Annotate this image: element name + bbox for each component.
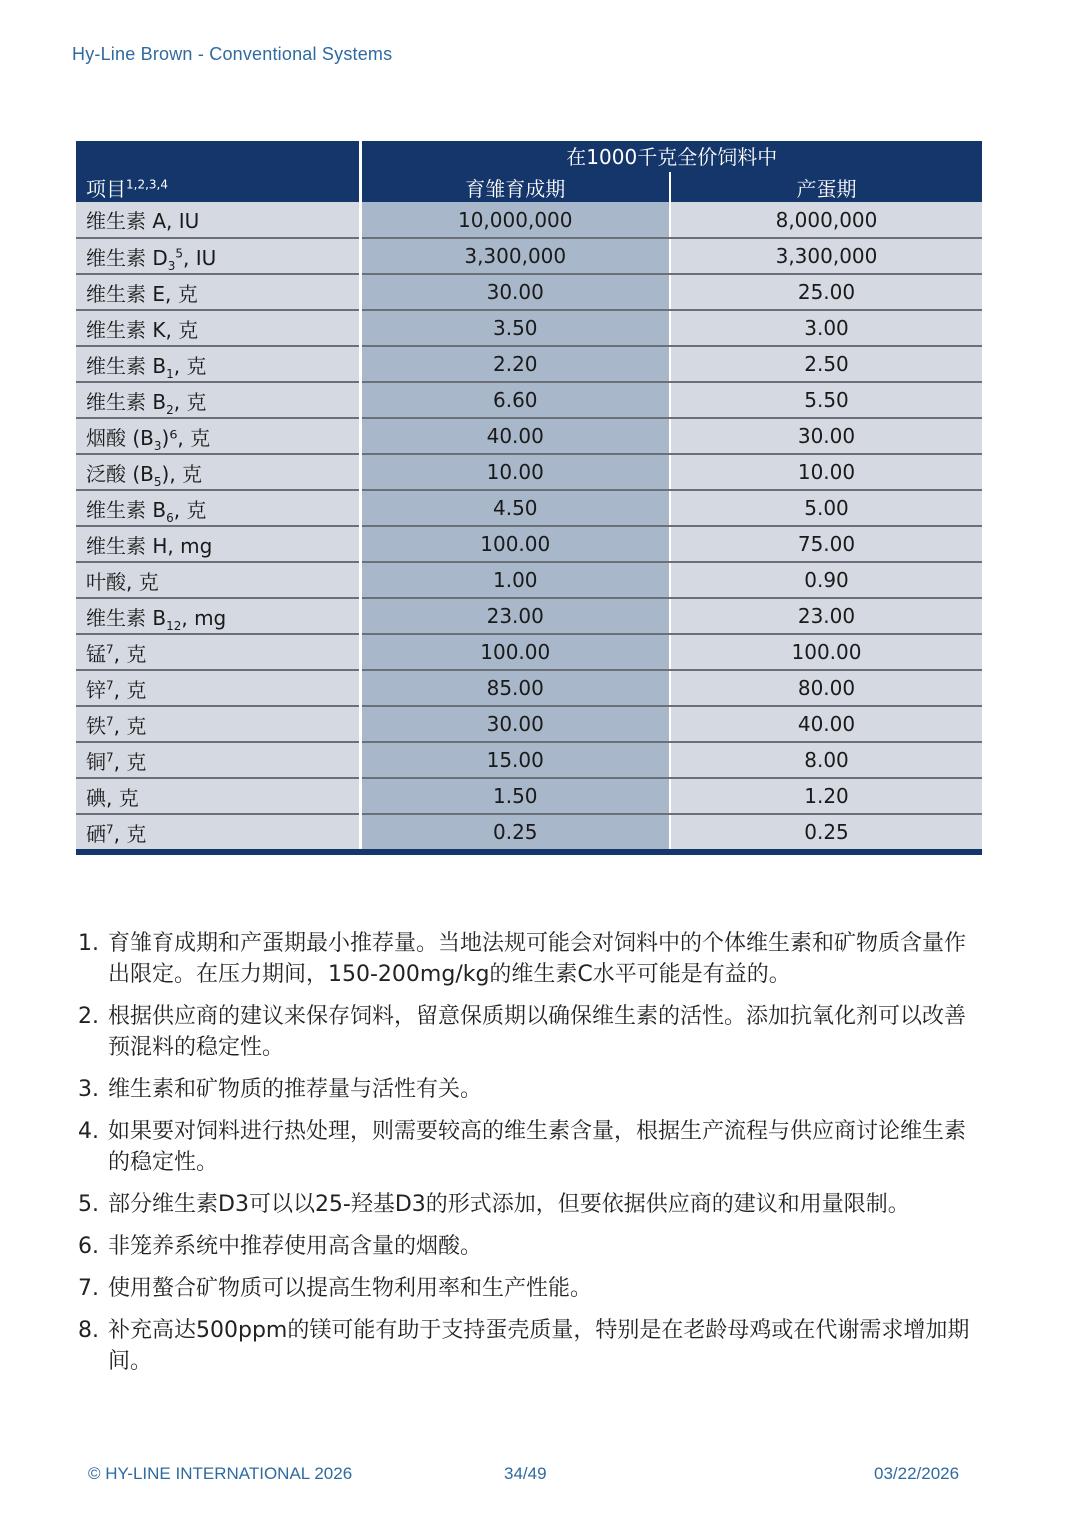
row-label-pre: 维生素 K, 克	[86, 317, 199, 342]
table-row	[76, 562, 982, 598]
row-label	[76, 742, 360, 778]
footnote-text: 使用螯合矿物质可以提高生物利用率和生产性能。	[108, 1276, 593, 1301]
row-label-sup: 5	[175, 245, 184, 260]
footer-copyright: © HY-LINE INTERNATIONAL 2026	[88, 1464, 353, 1483]
row-label-pre: 维生素 B	[86, 353, 167, 378]
laying-value: 3,300,000	[670, 238, 982, 274]
footnote-text: 根据供应商的建议来保存饲料，留意保质期以确保维生素的活性。添加抗氧化剂可以改善预混料的稳定性。	[108, 1004, 967, 1060]
laying-value: 0.90	[670, 562, 982, 598]
row-label-pre: 维生素 E, 克	[86, 281, 198, 306]
rearing-value: 40.00	[360, 418, 670, 454]
laying-column-header: 产蛋期	[670, 172, 982, 202]
rearing-value: 30.00	[360, 706, 670, 742]
table-row	[76, 346, 982, 382]
row-label-pre: 维生素 A, IU	[86, 209, 200, 233]
row-label-sup: 7	[106, 749, 114, 764]
row-label-sub: 2	[166, 402, 174, 417]
laying-value: 0.25	[670, 814, 982, 852]
rearing-value: 6.60	[360, 382, 670, 418]
footnote-item	[78, 1189, 978, 1220]
laying-value: 8.00	[670, 742, 982, 778]
row-label	[76, 382, 360, 418]
rearing-value: 100.00	[360, 526, 670, 562]
table-row	[76, 202, 982, 238]
rearing-value: 10.00	[360, 454, 670, 490]
row-label-pre: 烟酸 (B	[86, 425, 154, 450]
table-row	[76, 454, 982, 490]
table-row	[76, 634, 982, 670]
table-row	[76, 670, 982, 706]
footnote-number: 4.	[78, 1119, 99, 1144]
row-label-sub: 3	[153, 438, 162, 453]
rearing-value: 15.00	[360, 742, 670, 778]
rearing-value: 3,300,000	[360, 238, 670, 274]
footnote-text: 育雏育成期和产蛋期最小推荐量。当地法规可能会对饲料中的个体维生素和矿物质含量作出限定。在压力期间，150-200mg/kg的维生素C水平可能是有益的。	[108, 931, 967, 987]
footnotes-list	[78, 928, 978, 1388]
rearing-value: 3.50	[360, 310, 670, 346]
table-row	[76, 742, 982, 778]
row-label-post: )⁶, 克	[161, 425, 211, 450]
row-label-post: , mg	[181, 605, 227, 630]
row-label-post: ), 克	[161, 461, 203, 486]
table-row	[76, 706, 982, 742]
footnote-item	[78, 1001, 978, 1063]
spec-table	[76, 141, 982, 855]
row-label-pre: 泛酸 (B	[86, 461, 154, 486]
footer-page-number: 34/49	[504, 1464, 547, 1483]
footnote-number: 1.	[78, 931, 99, 956]
footnote-item	[78, 928, 978, 990]
row-label-sup: 7	[106, 713, 114, 728]
table-row	[76, 382, 982, 418]
footnote-item	[78, 1315, 978, 1377]
laying-value: 3.00	[670, 310, 982, 346]
laying-value: 5.00	[670, 490, 982, 526]
row-label-post: , 克	[173, 497, 207, 522]
footnote-item	[78, 1273, 978, 1304]
row-label-pre: 维生素 H, mg	[86, 533, 213, 558]
row-label-pre: 铁	[86, 713, 106, 738]
row-label-pre: 硒	[86, 821, 106, 846]
laying-value: 80.00	[670, 670, 982, 706]
footnote-text: 补充高达500ppm的镁可能有助于支持蛋壳质量，特别是在老龄母鸡或在代谢需求增加期间。	[108, 1318, 970, 1374]
row-label-post: , 克	[113, 713, 147, 738]
laying-value: 2.50	[670, 346, 982, 382]
item-column-header: 项目$^{1,2,3,4}$	[76, 141, 360, 202]
laying-value: 1.20	[670, 778, 982, 814]
row-label	[76, 346, 360, 382]
table-row	[76, 778, 982, 814]
row-label-pre: 维生素 B	[86, 605, 167, 630]
row-label-pre: 维生素 B	[86, 389, 167, 414]
footnote-item	[78, 1116, 978, 1178]
rearing-value: 30.00	[360, 274, 670, 310]
laying-value: 8,000,000	[670, 202, 982, 238]
table-row	[76, 814, 982, 852]
rearing-value: 1.00	[360, 562, 670, 598]
row-label-sub: 1	[166, 366, 174, 381]
row-label	[76, 634, 360, 670]
footnote-text: 部分维生素D3可以以25-羟基D3的形式添加，但要依据供应商的建议和用量限制。	[108, 1192, 910, 1217]
laying-value: 100.00	[670, 634, 982, 670]
footnote-text: 维生素和矿物质的推荐量与活性有关。	[108, 1077, 483, 1102]
rearing-value: 23.00	[360, 598, 670, 634]
row-label-pre: 维生素 D	[86, 245, 168, 270]
rearing-value: 100.00	[360, 634, 670, 670]
table-row	[76, 526, 982, 562]
row-label-pre: 锌	[86, 677, 106, 702]
row-label-post: , IU	[183, 245, 217, 270]
table-row	[76, 598, 982, 634]
row-label	[76, 490, 360, 526]
table-row	[76, 418, 982, 454]
vitamin-mineral-table	[76, 141, 982, 855]
footnote-text: 如果要对饲料进行热处理，则需要较高的维生素含量，根据生产流程与供应商讨论维生素的稳定性。	[108, 1119, 967, 1175]
row-label	[76, 706, 360, 742]
row-label-sup: 7	[106, 821, 114, 836]
row-label-post: , 克	[173, 389, 207, 414]
footnote-text: 非笼养系统中推荐使用高含量的烟酸。	[108, 1234, 483, 1259]
laying-value: 25.00	[670, 274, 982, 310]
footnote-number: 8.	[78, 1318, 99, 1343]
row-label-pre: 维生素 B	[86, 497, 167, 522]
row-label-sup: 7	[106, 677, 114, 692]
row-label-sub: 3	[167, 258, 176, 273]
table-row	[76, 274, 982, 310]
table-row	[76, 490, 982, 526]
row-label	[76, 598, 360, 634]
footnote-number: 6.	[78, 1234, 99, 1259]
row-label-pre: 碘, 克	[86, 785, 139, 810]
laying-value: 30.00	[670, 418, 982, 454]
row-label	[76, 274, 360, 310]
row-label-sub: 5	[153, 474, 162, 489]
row-label-post: , 克	[113, 749, 147, 774]
rearing-value: 4.50	[360, 490, 670, 526]
row-label-sub: 6	[166, 510, 174, 525]
row-label-sup: 7	[106, 641, 114, 656]
row-label	[76, 778, 360, 814]
row-label	[76, 526, 360, 562]
row-label-pre: 锰	[86, 641, 106, 666]
row-label	[76, 202, 360, 238]
footnote-number: 3.	[78, 1077, 99, 1102]
rearing-value: 0.25	[360, 814, 670, 852]
footnote-number: 2.	[78, 1004, 99, 1029]
row-label-post: , 克	[173, 353, 207, 378]
row-label-pre: 铜	[86, 749, 106, 774]
rearing-value: 10,000,000	[360, 202, 670, 238]
document-header-title: Hy-Line Brown - Conventional Systems	[72, 44, 393, 64]
footer-date: 03/22/2026	[874, 1464, 960, 1483]
laying-value: 40.00	[670, 706, 982, 742]
group-column-header: 在1000千克全价饲料中	[360, 141, 982, 172]
table-row	[76, 238, 982, 274]
footnote-number: 5.	[78, 1192, 99, 1217]
row-label	[76, 310, 360, 346]
row-label	[76, 670, 360, 706]
laying-value: 75.00	[670, 526, 982, 562]
row-label	[76, 562, 360, 598]
rearing-column-header: 育雏育成期	[360, 172, 670, 202]
footnote-item	[78, 1074, 978, 1105]
rearing-value: 2.20	[360, 346, 670, 382]
laying-value: 10.00	[670, 454, 982, 490]
row-label-post: , 克	[113, 821, 147, 846]
row-label-post: , 克	[113, 677, 147, 702]
rearing-value: 85.00	[360, 670, 670, 706]
row-label	[76, 418, 360, 454]
row-label-post: , 克	[113, 641, 147, 666]
row-label-pre: 叶酸, 克	[86, 569, 159, 594]
row-label	[76, 814, 360, 852]
row-label	[76, 238, 360, 274]
laying-value: 23.00	[670, 598, 982, 634]
table-row	[76, 310, 982, 346]
table-body	[76, 202, 982, 852]
footnote-item	[78, 1231, 978, 1262]
footnote-number: 7.	[78, 1276, 99, 1301]
rearing-value: 1.50	[360, 778, 670, 814]
row-label	[76, 454, 360, 490]
laying-value: 5.50	[670, 382, 982, 418]
row-label-sub: 12	[166, 618, 182, 633]
